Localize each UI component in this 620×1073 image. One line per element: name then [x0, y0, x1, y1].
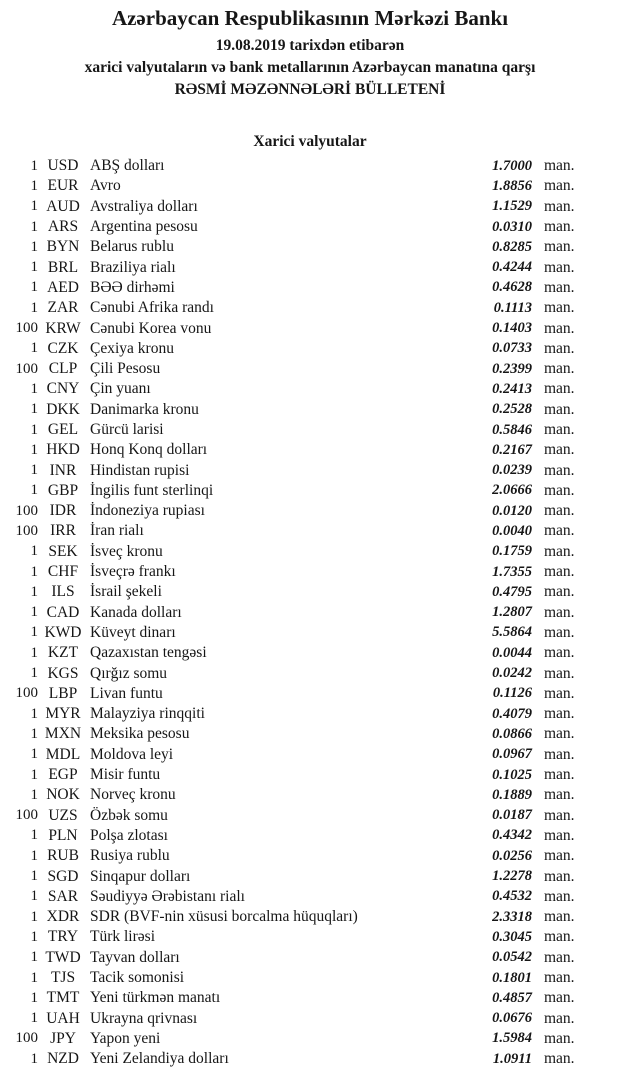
currency-quantity: 1: [30, 279, 38, 296]
currency-name: Livan funtu: [90, 684, 163, 702]
exchange-rate-value: 0.4628: [492, 279, 532, 296]
unit-label: man.: [544, 786, 575, 804]
currency-quantity: 1: [30, 157, 38, 174]
currency-code: UZS: [48, 806, 78, 824]
exchange-rate-value: 0.1403: [492, 320, 532, 337]
table-row: [0, 623, 620, 643]
exchange-rate-value: 5.5864: [492, 624, 532, 641]
exchange-rate-value: 0.3045: [492, 928, 532, 945]
unit-label: man.: [544, 238, 575, 256]
currency-code: CNY: [46, 380, 80, 398]
bulletin-title: RƏSMİ MƏZƏNNƏLƏRİ BÜLLETENİ: [174, 81, 446, 98]
currency-quantity: 1: [30, 1010, 38, 1027]
currency-quantity: 1: [30, 908, 38, 925]
currency-name: Özbək somu: [90, 806, 168, 824]
currency-quantity: 1: [30, 624, 38, 641]
table-row: [0, 1029, 620, 1049]
table-row: [0, 643, 620, 663]
currency-quantity: 100: [15, 685, 38, 702]
currency-name: Danimarka kronu: [90, 400, 199, 418]
currency-code: ZAR: [47, 299, 79, 317]
table-row: [0, 663, 620, 683]
table-row: [0, 197, 620, 217]
table-row: [0, 257, 620, 277]
exchange-rate-value: 0.4342: [492, 827, 532, 844]
unit-label: man.: [544, 542, 575, 560]
unit-label: man.: [544, 705, 575, 723]
exchange-rate-value: 0.0040: [492, 522, 532, 539]
currency-code: TRY: [47, 928, 79, 946]
exchange-rate-value: 1.8856: [492, 177, 532, 194]
currency-quantity: 1: [30, 563, 38, 580]
currency-name: Avstraliya dolları: [90, 197, 198, 215]
exchange-rate-value: 0.0866: [492, 725, 532, 742]
currency-name: Yeni türkmən manatı: [90, 989, 221, 1007]
exchange-rate-value: 0.0733: [492, 340, 532, 357]
table-row: [0, 420, 620, 440]
currency-quantity: 100: [15, 1030, 38, 1047]
bank-name-title: Azərbaycan Respublikasının Mərkəzi Bankı: [111, 6, 509, 30]
currency-quantity: 100: [15, 320, 38, 337]
currency-name: Cənubi Afrika randı: [90, 299, 214, 317]
unit-label: man.: [544, 157, 575, 175]
currency-name: Ukrayna qrivnası: [90, 1009, 198, 1027]
unit-label: man.: [544, 664, 575, 682]
table-row: [0, 927, 620, 947]
currency-code: MDL: [45, 745, 81, 763]
unit-label: man.: [544, 745, 575, 763]
currency-name: İndoneziya rupiası: [90, 502, 205, 520]
table-row: [0, 400, 620, 420]
currency-name: Hindistan rupisi: [90, 461, 190, 479]
currency-quantity: 1: [30, 177, 38, 194]
unit-label: man.: [544, 421, 575, 438]
exchange-rate-value: 0.5846: [492, 421, 532, 438]
currency-quantity: 1: [30, 1050, 38, 1067]
table-row: [0, 704, 620, 724]
currency-quantity: 1: [30, 665, 38, 682]
table-row: [0, 156, 620, 176]
exchange-rate-value: 1.2807: [492, 604, 532, 621]
currency-name: Cənubi Korea vonu: [90, 319, 212, 337]
table-row: [0, 603, 620, 623]
exchange-rate-value: 0.0310: [492, 218, 532, 235]
currency-quantity: 1: [30, 928, 38, 945]
currency-code: TMT: [46, 989, 80, 1007]
unit-label: man.: [544, 766, 575, 784]
unit-label: man.: [544, 989, 575, 1007]
exchange-rate-value: 1.2278: [492, 868, 532, 885]
currency-code: NOK: [46, 786, 80, 804]
exchange-rate-value: 0.1759: [492, 543, 532, 560]
currency-code: EUR: [47, 177, 79, 195]
table-row: [0, 887, 620, 907]
exchange-rate-value: 0.1025: [492, 766, 532, 783]
table-row: [0, 684, 620, 704]
currency-name: Moldova leyi: [90, 745, 174, 763]
currency-code: KRW: [45, 319, 81, 337]
table-row: [0, 278, 620, 298]
currency-quantity: 1: [30, 299, 38, 316]
currency-quantity: 1: [30, 766, 38, 783]
exchange-rate-value: 0.2399: [492, 360, 532, 377]
currency-quantity: 1: [30, 989, 38, 1006]
currency-quantity: 1: [30, 482, 38, 499]
currency-name: BƏƏ dirhəmi: [90, 278, 175, 296]
table-row: [0, 1049, 620, 1069]
currency-code: HKD: [46, 441, 80, 459]
currency-name: Kanada dolları: [90, 603, 182, 621]
unit-label: man.: [544, 1050, 575, 1068]
currency-quantity: 1: [30, 238, 38, 255]
unit-label: man.: [544, 887, 575, 905]
exchange-rate-value: 1.0911: [492, 1050, 532, 1067]
unit-label: man.: [544, 1029, 575, 1047]
unit-label: man.: [544, 603, 575, 621]
table-row: [0, 460, 620, 480]
unit-label: man.: [544, 583, 575, 601]
currency-quantity: 1: [30, 218, 38, 235]
currency-quantity: 1: [30, 705, 38, 722]
table-row: [0, 866, 620, 886]
currency-code: RUB: [47, 847, 79, 865]
currency-code: BYN: [46, 238, 80, 256]
currency-code: ILS: [51, 583, 75, 601]
exchange-rate-value: 0.1889: [492, 786, 532, 803]
currency-code: SGD: [47, 867, 79, 885]
currency-name: Honq Konq dolları: [90, 441, 208, 459]
currency-code: KWD: [44, 623, 82, 641]
currency-quantity: 1: [30, 888, 38, 905]
currency-code: NZD: [47, 1050, 79, 1068]
currency-name: Norveç kronu: [90, 786, 176, 804]
exchange-rate-value: 0.0256: [492, 847, 532, 864]
currency-quantity: 1: [30, 868, 38, 885]
currency-name: Tacik somonisi: [90, 969, 185, 987]
unit-label: man.: [544, 339, 575, 357]
currency-name: İsrail şekeli: [90, 583, 162, 601]
table-row: [0, 298, 620, 318]
exchange-rate-value: 0.0242: [492, 665, 532, 682]
unit-label: man.: [544, 299, 575, 317]
currency-quantity: 1: [30, 644, 38, 661]
exchange-rate-value: 0.0676: [492, 1010, 532, 1027]
table-row: [0, 785, 620, 805]
currency-quantity: 1: [30, 827, 38, 844]
currency-quantity: 1: [30, 604, 38, 621]
currency-name: SDR (BVF-nin xüsusi borcalma hüquqları): [90, 908, 358, 926]
exchange-rate-value: 0.2413: [492, 380, 532, 397]
currency-name: Çexiya kronu: [90, 339, 174, 357]
table-row: [0, 318, 620, 338]
exchange-rate-value: 2.3318: [492, 908, 532, 925]
currency-code: ARS: [47, 218, 79, 236]
currency-code: AUD: [46, 197, 80, 215]
unit-label: man.: [544, 644, 575, 662]
currency-quantity: 1: [30, 380, 38, 397]
currency-code: IDR: [49, 502, 77, 520]
unit-label: man.: [544, 969, 575, 987]
unit-label: man.: [544, 522, 575, 540]
table-row: [0, 237, 620, 257]
exchange-rate-value: 0.1126: [492, 685, 532, 702]
currency-quantity: 1: [30, 969, 38, 986]
section-title-foreign-currencies: Xarici valyutalar: [253, 133, 367, 150]
currency-code: GEL: [47, 421, 79, 438]
currency-name: Misir funtu: [90, 766, 161, 784]
currency-code: CHF: [47, 563, 79, 581]
currency-quantity: 1: [30, 583, 38, 600]
table-row: [0, 562, 620, 582]
currency-code: UAH: [46, 1009, 80, 1027]
table-row: [0, 521, 620, 541]
table-row: [0, 217, 620, 237]
unit-label: man.: [544, 461, 575, 479]
scope-line: xarici valyutaların və bank metallarının Azərbaycan manatına qarşı: [84, 59, 536, 76]
unit-label: man.: [544, 928, 575, 946]
exchange-rate-value: 0.4795: [492, 583, 532, 600]
exchange-rate-value: 0.4857: [492, 989, 532, 1006]
unit-label: man.: [544, 177, 575, 195]
table-row: [0, 724, 620, 744]
currency-quantity: 1: [30, 746, 38, 763]
unit-label: man.: [544, 360, 575, 378]
unit-label: man.: [544, 908, 575, 926]
currency-name: Sinqapur dolları: [90, 867, 191, 885]
exchange-rate-value: 0.2167: [492, 441, 532, 458]
currency-name: Polşa zlotası: [90, 826, 168, 844]
currency-code: CZK: [47, 339, 79, 357]
unit-label: man.: [544, 684, 575, 702]
currency-quantity: 100: [15, 807, 38, 824]
currency-quantity: 100: [15, 360, 38, 377]
unit-label: man.: [544, 197, 575, 215]
exchange-rate-value: 0.0239: [492, 462, 532, 479]
unit-label: man.: [544, 806, 575, 824]
currency-code: LBP: [48, 684, 78, 702]
currency-quantity: 1: [30, 543, 38, 560]
currency-name: İngilis funt sterlinqi: [90, 481, 214, 499]
currency-code: DKK: [46, 400, 80, 418]
exchange-rate-value: 1.5984: [492, 1030, 532, 1047]
table-row: [0, 379, 620, 399]
currency-name: Qırğız somu: [90, 664, 168, 682]
currency-code: IRR: [50, 522, 76, 540]
unit-label: man.: [544, 1009, 575, 1027]
table-row: [0, 745, 620, 765]
unit-label: man.: [544, 623, 575, 641]
currency-code: BRL: [47, 258, 79, 276]
currency-name: ABŞ dolları: [90, 157, 165, 175]
currency-name: Yapon yeni: [90, 1029, 161, 1047]
table-row: [0, 542, 620, 562]
currency-name: Belarus rublu: [90, 238, 174, 256]
currency-name: Avro: [90, 177, 121, 195]
table-row: [0, 176, 620, 196]
currency-code: CLP: [48, 360, 78, 378]
unit-label: man.: [544, 948, 575, 966]
currency-code: KZT: [47, 644, 79, 662]
currency-name: İsveç kronu: [90, 542, 163, 560]
unit-label: man.: [544, 319, 575, 337]
currency-quantity: 1: [30, 847, 38, 864]
unit-label: man.: [544, 847, 575, 865]
unit-label: man.: [544, 867, 575, 885]
unit-label: man.: [544, 278, 575, 296]
exchange-rate-value: 0.1801: [492, 969, 532, 986]
currency-code: CAD: [46, 603, 80, 621]
exchange-rate-value: 1.7355: [492, 563, 532, 580]
currency-code: AED: [47, 278, 79, 296]
table-row: [0, 339, 620, 359]
currency-name: İsveçrə frankı: [90, 563, 176, 581]
currency-name: Meksika pesosu: [90, 725, 190, 743]
unit-label: man.: [544, 725, 575, 743]
exchange-rate-value: 0.2528: [492, 401, 532, 418]
currency-code: XDR: [46, 908, 80, 926]
unit-label: man.: [544, 502, 575, 520]
currency-code: KGS: [47, 664, 79, 682]
currency-name: Rusiya rublu: [90, 847, 170, 865]
currency-quantity: 1: [30, 259, 38, 276]
currency-code: SAR: [47, 887, 79, 905]
unit-label: man.: [544, 441, 575, 459]
currency-quantity: 1: [30, 198, 38, 215]
currency-quantity: 1: [30, 725, 38, 742]
exchange-rate-value: 0.1113: [493, 299, 532, 316]
currency-name: İran rialı: [90, 522, 144, 540]
exchange-rate-value: 1.7000: [492, 157, 532, 174]
table-row: [0, 988, 620, 1008]
currency-name: Səudiyyə Ərəbistanı rialı: [90, 887, 245, 905]
table-row: [0, 826, 620, 846]
unit-label: man.: [544, 380, 575, 398]
unit-label: man.: [544, 563, 575, 581]
unit-label: man.: [544, 218, 575, 236]
exchange-rates-table: [0, 156, 620, 1069]
exchange-rate-value: 0.0120: [492, 502, 532, 519]
table-row: [0, 1008, 620, 1028]
currency-code: GBP: [47, 481, 79, 499]
currency-name: Qazaxıstan tengəsi: [90, 644, 207, 662]
document-header: [0, 5, 620, 101]
table-row: [0, 440, 620, 460]
exchange-rate-value: 0.0044: [492, 644, 532, 661]
table-row: [0, 907, 620, 927]
currency-name: Küveyt dinarı: [90, 623, 176, 641]
currency-name: Çili Pesosu: [90, 360, 161, 378]
currency-quantity: 100: [15, 522, 38, 539]
currency-code: USD: [47, 157, 79, 175]
table-row: [0, 481, 620, 501]
currency-quantity: 1: [30, 401, 38, 418]
exchange-rate-value: 0.0187: [492, 807, 532, 824]
currency-code: JPY: [50, 1029, 76, 1047]
table-row: [0, 765, 620, 785]
currency-code: PLN: [48, 826, 78, 844]
table-row: [0, 806, 620, 826]
exchange-rate-value: 0.4079: [492, 705, 532, 722]
currency-name: Yeni Zelandiya dolları: [90, 1050, 229, 1068]
unit-label: man.: [544, 826, 575, 844]
currency-name: Argentina pesosu: [90, 218, 198, 236]
table-row: [0, 359, 620, 379]
currency-code: INR: [49, 461, 77, 479]
currency-quantity: 1: [30, 421, 38, 438]
currency-code: TJS: [50, 969, 76, 987]
exchange-rate-value: 0.4532: [492, 888, 532, 905]
exchange-rate-value: 0.0542: [492, 949, 532, 966]
currency-quantity: 1: [30, 949, 38, 966]
currency-quantity: 100: [15, 502, 38, 519]
currency-name: Tayvan dolları: [90, 948, 180, 966]
currency-code: SEK: [48, 542, 78, 560]
currency-quantity: 1: [30, 340, 38, 357]
currency-name: Gürcü larisi: [90, 421, 164, 438]
table-row: [0, 846, 620, 866]
currency-code: EGP: [48, 766, 78, 784]
currency-quantity: 1: [30, 786, 38, 803]
effective-date-line: 19.08.2019 tarixdən etibarən: [215, 37, 405, 54]
table-row: [0, 968, 620, 988]
exchange-rate-value: 0.4244: [492, 259, 532, 276]
currency-name: Malayziya rinqqiti: [90, 705, 205, 723]
exchange-rate-value: 2.0666: [492, 482, 532, 499]
table-row: [0, 501, 620, 521]
table-row: [0, 948, 620, 968]
currency-name: Braziliya rialı: [90, 258, 176, 276]
currency-quantity: 1: [30, 462, 38, 479]
exchange-rate-value: 1.1529: [492, 198, 532, 215]
currency-name: Çin yuanı: [90, 380, 151, 398]
table-row: [0, 582, 620, 602]
unit-label: man.: [544, 481, 575, 499]
currency-code: MXN: [44, 725, 82, 743]
currency-code: TWD: [45, 948, 81, 966]
unit-label: man.: [544, 258, 575, 276]
exchange-rate-value: 0.8285: [492, 238, 532, 255]
currency-name: Türk lirəsi: [90, 928, 155, 946]
currency-quantity: 1: [30, 441, 38, 458]
currency-code: MYR: [45, 705, 81, 723]
unit-label: man.: [544, 400, 575, 418]
exchange-rate-value: 0.0967: [492, 746, 532, 763]
